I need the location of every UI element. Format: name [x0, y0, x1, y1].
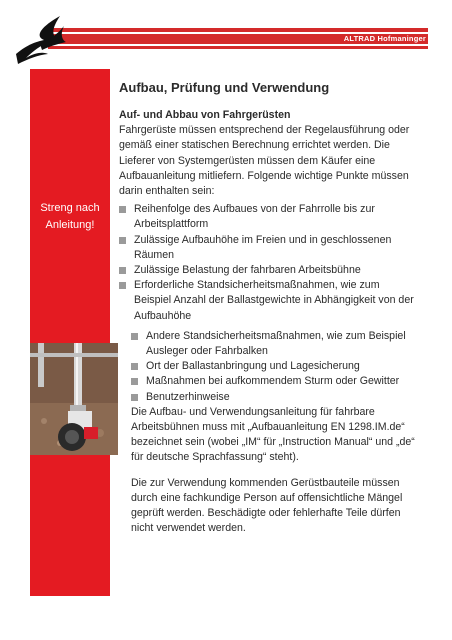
manual-paragraph: Die Aufbau- und Verwendungsanleitung für fahrbare Arbeitsbühnen muss mit „Aufbauanleitung EN 1298.IM.de“ bezeichnet sein (wobei „IM“ für „Instruction Manual“ und „de“ für deutsche Sprachfassung“ steht). — [131, 405, 415, 464]
list-item: Maßnahmen bei aufkommendem Sturm oder Gewitter — [131, 374, 419, 389]
list-item: Andere Standsicherheitsmaßnahmen, wie zum Beispiel Ausleger oder Fahrbalken — [131, 329, 419, 359]
scaffold-wheel-photo — [30, 343, 118, 455]
brand-name: ALTRAD Hofmaninger — [343, 34, 426, 43]
red-sidebar — [30, 69, 110, 596]
list-item: Zulässige Aufbauhöhe im Freien und in geschlossenen Räumen — [119, 233, 419, 263]
section-subtitle: Auf- und Abbau von Fahrgerüsten — [119, 109, 291, 121]
list-item: Benutzerhinweise — [131, 390, 419, 405]
header-stripe-bottom — [48, 46, 428, 49]
list-item: Ort der Ballastanbringung und Lagesicherung — [131, 359, 419, 374]
requirements-list — [119, 202, 419, 324]
main-content — [119, 80, 419, 536]
list-item: Erforderliche Standsicherheitsmaßnahmen, wie zum Beispiel Anzahl der Ballastgewichte in Abhängigkeit von der Aufbauhöhe — [119, 278, 419, 324]
bird-wings-logo-icon — [14, 14, 80, 64]
list-item: Zulässige Belastung der fahrbaren Arbeitsbühne — [119, 263, 419, 278]
page-title: Aufbau, Prüfung und Verwendung — [119, 80, 330, 95]
header-stripe-top — [48, 28, 428, 32]
list-item: Reihenfolge des Aufbaues von der Fahrrolle bis zur Arbeitsplattform — [119, 202, 419, 232]
intro-paragraph: Fahrgerüste müssen entsprechend der Regelausführung oder gemäß einer statischen Berechnung errichtet werden. Die Lieferer von Systemgerüsten müssen dem Käufer eine Aufbauanleitung mitliefern. Folgende wichtige Punkte müssen darin enthalten sein: — [119, 124, 410, 198]
inspection-paragraph: Die zur Verwendung kommenden Gerüstbauteile müssen durch eine fachkundige Person auf offensichtliche Mängel geprüft werden. Beschädigte oder fehlerhafte Teile dürfen nicht verwendet werden. — [131, 476, 403, 535]
sidebar-note: Streng nach Anleitung! — [40, 202, 100, 231]
sub-requirements-list — [119, 329, 419, 405]
